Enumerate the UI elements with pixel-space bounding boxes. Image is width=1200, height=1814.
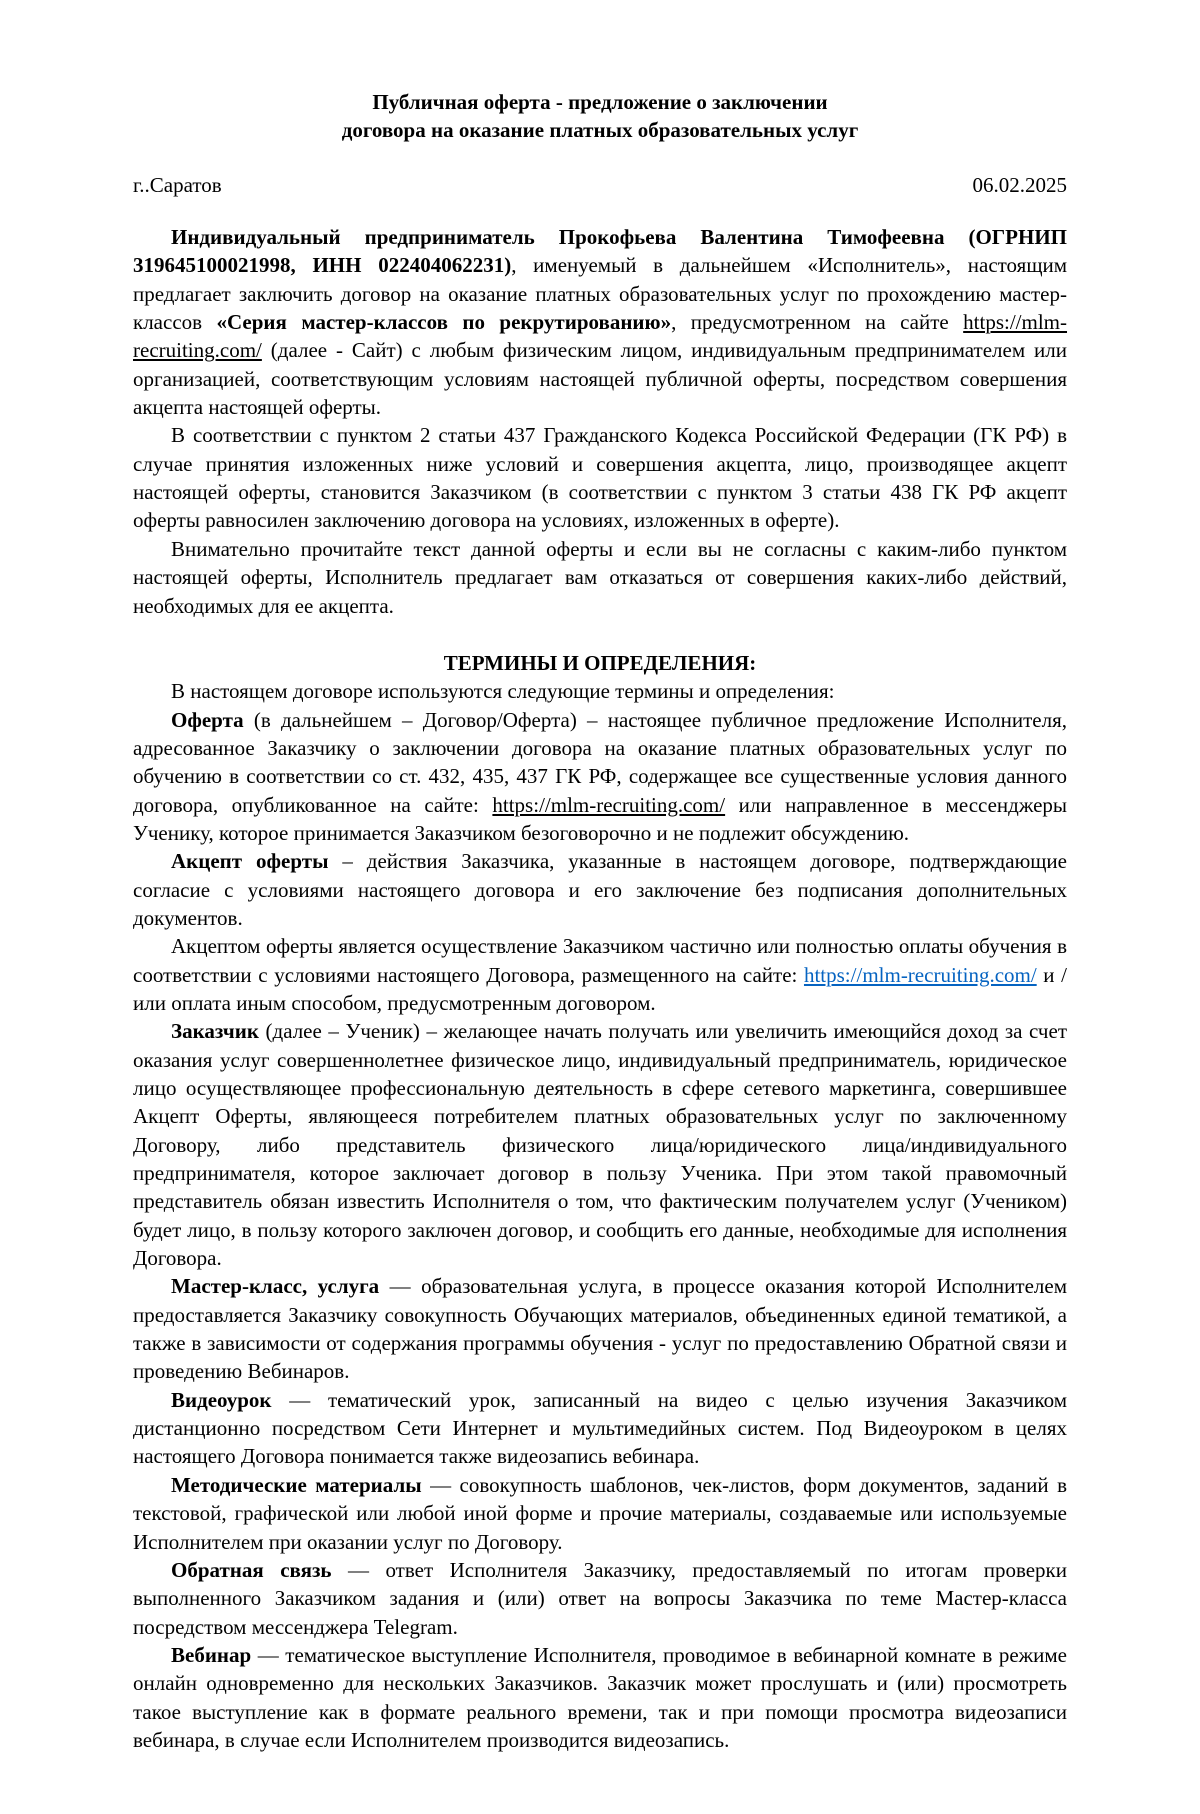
text-run: (далее – Ученик) – желающее начать получать или увеличить имеющийся доход за счет оказания услуг совершеннолетнее физическое лицо, индивидуальный предприниматель, юридическое лицо осуществляющее профессиональную деятельность в сфере сетевого маркетинга, совершившее Акцепт Оферты, являющееся потребителем платных образовательных услуг по заключенному Договору, либо представитель физического лица/юридического лица/индивидуального предпринимателя, которое заключает договор в пользу Ученика. При этом такой правомочный представитель обязан известить Исполнителя о том, что фактическим получателем услуг (Учеником) будет лицо, в пользу которого заключен договор, и сообщить его данные, необходимые для исполнения Договора. <box>133 1019 1067 1271</box>
bold-text-run: Мастер-класс, услуга <box>171 1274 380 1299</box>
bold-text-run: Видеоурок <box>171 1387 272 1412</box>
bold-text-run: «Серия мастер-классов по рекрутированию» <box>216 310 672 335</box>
bold-text-run: Вебинар <box>171 1642 252 1667</box>
bold-text-run: Индивидуальный предприниматель Прокофьева Валентина Тимофеевна (ОГРНИП 319645100021998, ИНН 022404062231) <box>133 225 1067 278</box>
text-run: – действия Заказчика, указанные в настоящем договоре, подтверждающие согласие с условиями настоящего договора и его заключение без подписания дополнительных документов. <box>133 849 1067 930</box>
text-run: , предусмотренном на сайте <box>671 310 964 335</box>
text-run: и /или оплата иным способом, предусмотренным договором. <box>133 962 1067 1015</box>
text-run: Внимательно прочитайте текст данной оферты и если вы не согласны с каким-либо пунктом настоящей оферты, Исполнитель предлагает вам отказаться от совершения каких-либо действий, необходимых для ее акцепта. <box>133 536 1067 618</box>
paragraph <box>133 706 1067 848</box>
text-run: В соответствии с пунктом 2 статьи 437 Гражданского Кодекса Российской Федерации (ГК РФ) в случае принятия изложенных ниже условий и совершения акцепта, лицо, производящее акцепт настоящей оферты, становится Заказчиком (в соответствии с пунктом 3 статьи 438 ГК РФ акцепт оферты равносилен заключению договора на условиях, изложенных в оферте). <box>133 423 1067 533</box>
text-run: — ответ Исполнителя Заказчику, предоставляемый по итогам проверки выполненного Заказчиком задания и (или) ответ на вопросы Заказчика по теме Мастер-класса посредством мессенджера Telegram. <box>133 1557 1067 1639</box>
bold-text-run: Оферта <box>171 707 244 732</box>
paragraph <box>133 1272 1067 1385</box>
text-run: (в дальнейшем – Договор/Оферта) – настоящее публичное предложение Исполнителя, адресованное Заказчику о заключении договора на оказание платных образовательных услуг по обучению в соответствии со ст. 432, 435, 437 ГК РФ, содержащее все существенные условия данного договора, опубликованное на сайте: <box>133 707 1067 817</box>
text-run: (далее - Сайт) с любым физическим лицом, индивидуальным предпринимателем или организацией, соответствующим условиям настоящей публичной оферты, посредством совершения акцепта настоящей оферты. <box>133 338 1067 420</box>
paragraph <box>133 1386 1067 1471</box>
text-run: — тематический урок, записанный на видео с целью изучения Заказчиком дистанционно посредством Сети Интернет и мультимедийных систем. Под Видеоуроком в целях настоящего Договора понимается также видеозапись вебинара. <box>133 1387 1067 1469</box>
hyperlink[interactable]: https://mlm-recruiting.com/ <box>492 792 726 817</box>
meta-row <box>133 171 1067 199</box>
document-title <box>133 88 1067 145</box>
section-heading: ТЕРМИНЫ И ОПРЕДЕЛЕНИЯ: <box>443 650 757 675</box>
bold-text-run: Заказчик <box>171 1019 259 1044</box>
hyperlink[interactable]: https://mlm-recruiting.com/ <box>133 310 1068 363</box>
paragraph <box>133 1641 1067 1754</box>
bold-text-run: Обратная связь <box>171 1557 332 1582</box>
hyperlink[interactable]: https://mlm-recruiting.com/ <box>803 962 1037 987</box>
bold-text-run: Акцепт оферты <box>171 849 329 874</box>
text-run: Акцептом оферты является осуществление Заказчиком частично или полностью оплаты обучения в соответствии с условиями настоящего Договора, размещенного на сайте: <box>133 934 1067 987</box>
document-title-line-1: Публичная оферта - предложение о заключении <box>372 90 828 114</box>
paragraph <box>133 677 1067 705</box>
paragraph <box>133 421 1067 534</box>
paragraph <box>133 535 1067 620</box>
document-title-line-2: договора на оказание платных образовательных услуг <box>341 118 859 143</box>
text-run: , именуемый в дальнейшем «Исполнитель», настоящим предлагает заключить договор на оказание платных образовательных услуг по прохождению мастер-классов <box>133 253 1068 335</box>
text-run: — тематическое выступление Исполнителя, проводимое в вебинарной комнате в режиме онлайн одновременно для нескольких Заказчиков. Заказчик может прослушать и (или) просмотреть такое выступление как в формате реального времени, так и при помощи просмотра видеозаписи вебинара, в случае если Исполнителем производится видеозапись. <box>133 1642 1067 1752</box>
paragraph <box>133 223 1067 421</box>
paragraph <box>133 932 1067 1017</box>
text-run: или направленное в мессенджеры Ученику, которое принимается Заказчиком безоговорочно и не подлежит обсуждению. <box>133 792 1067 845</box>
bold-text-run: Методические материалы <box>171 1472 422 1497</box>
paragraph <box>133 1556 1067 1641</box>
text-run: — образовательная услуга, в процессе оказания которой Исполнителем предоставляется Заказчику совокупность Обучающих материалов, объединенных единой тематикой, а также в зависимости от содержания программы обучения - услуг по предоставлению Обратной связи и проведению Вебинаров. <box>133 1274 1067 1384</box>
paragraph <box>133 847 1067 932</box>
paragraph <box>133 1471 1067 1556</box>
text-run: В настоящем договоре используются следующие термины и определения: <box>171 679 835 704</box>
date-label: 06.02.2025 <box>972 172 1067 197</box>
city-label: г..Саратов <box>133 172 222 197</box>
text-run: — совокупность шаблонов, чек-листов, форм документов, заданий в текстовой, графической или любой иной форме и прочие материалы, создаваемые или используемые Исполнителем при оказании услуг по Договору. <box>133 1472 1067 1554</box>
document-body <box>133 223 1067 1754</box>
paragraph <box>133 1017 1067 1272</box>
